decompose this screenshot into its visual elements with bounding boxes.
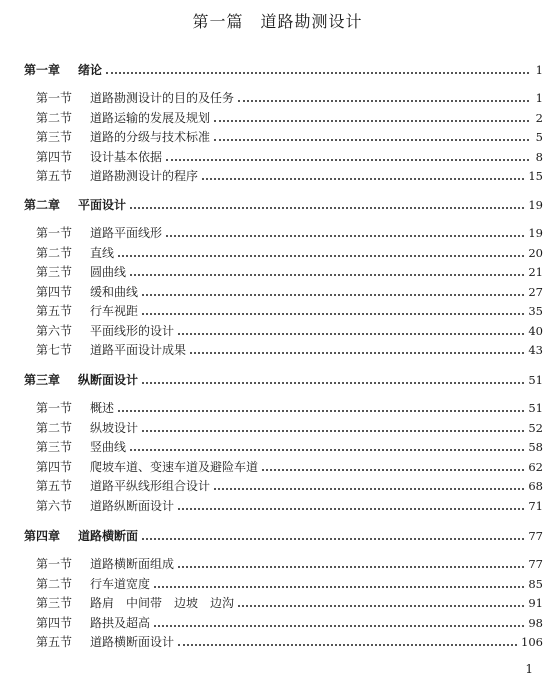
section-title: 道路纵断面设计: [90, 498, 175, 513]
chapter-number: 第四章: [24, 529, 61, 543]
section-number: 第四节: [36, 284, 73, 299]
chapter-entry: [24, 197, 543, 213]
section-page-number: 43: [528, 343, 543, 357]
section-entry: [36, 615, 543, 631]
section-page-number: 15: [528, 169, 543, 183]
chapter-title: 道路横断面: [78, 529, 139, 543]
dot-leader: [130, 273, 524, 276]
dot-leader: [178, 332, 524, 335]
chapter-entry: [24, 528, 543, 544]
section-number: 第二节: [36, 110, 73, 125]
section-number: 第三节: [36, 440, 73, 454]
section-entry: [36, 284, 543, 300]
chapter-title: 绪论: [78, 63, 103, 77]
section-number: 第四节: [36, 615, 73, 630]
section-title: 缓和曲线: [90, 284, 139, 299]
section-entry: [36, 264, 543, 280]
section-number: 第四节: [36, 149, 73, 164]
chapter-title: 平面设计: [78, 198, 127, 212]
section-entry: [36, 556, 543, 572]
section-number: 第一节: [36, 401, 73, 415]
section-entry: [36, 129, 543, 145]
dot-leader: [142, 293, 524, 296]
dot-leader: [178, 643, 517, 646]
section-number: 第五节: [36, 169, 73, 183]
dot-leader: [238, 99, 529, 102]
section-number: 第五节: [36, 479, 73, 493]
section-title: 道路运输的发展及规划: [90, 110, 211, 125]
section-title: 概述: [90, 401, 115, 415]
section-page-number: 5: [535, 130, 543, 144]
dot-leader: [142, 429, 524, 432]
section-number: 第一节: [36, 226, 73, 240]
section-entry: [36, 400, 543, 416]
dot-leader: [214, 487, 524, 490]
section-entry: [36, 110, 543, 126]
chapter-page-number: 19: [528, 198, 543, 212]
dot-leader: [154, 585, 524, 588]
chapter-number: 第三章: [24, 373, 61, 387]
section-entry: [36, 498, 543, 514]
section-page-number: 98: [528, 615, 543, 630]
chapter-page-number: 51: [528, 373, 543, 387]
section-title: 道路平面线形: [90, 226, 163, 240]
section-title: 道路平纵线形组合设计: [90, 479, 211, 493]
section-number: 第四节: [36, 459, 73, 474]
dot-leader: [214, 138, 529, 141]
section-title: 道路横断面组成: [90, 557, 175, 571]
section-entry: [36, 576, 543, 592]
section-entry: [36, 149, 543, 165]
section-page-number: 51: [528, 401, 543, 415]
dot-leader: [262, 468, 524, 471]
dot-leader: [118, 409, 524, 412]
section-page-number: 35: [528, 304, 543, 318]
dot-leader: [130, 448, 524, 451]
section-number: 第三节: [36, 596, 73, 610]
section-title: 道路的分级与技术标准: [90, 130, 211, 144]
chapter-number: 第一章: [24, 63, 61, 77]
page-number: 1: [525, 662, 533, 676]
section-page-number: 68: [528, 479, 543, 493]
section-page-number: 8: [535, 149, 543, 164]
chapter-entry: [24, 62, 543, 78]
section-title: 纵坡设计: [90, 420, 139, 435]
section-title: 道路平面设计成果: [90, 343, 187, 357]
section-number: 第六节: [36, 498, 73, 513]
section-page-number: 40: [528, 323, 543, 338]
section-number: 第三节: [36, 265, 73, 279]
section-number: 第二节: [36, 576, 73, 591]
section-entry: [36, 168, 543, 184]
section-title: 圆曲线: [90, 265, 127, 279]
section-number: 第七节: [36, 343, 73, 357]
section-page-number: 91: [528, 596, 543, 610]
section-page-number: 106: [521, 635, 543, 649]
section-entry: [36, 245, 543, 261]
section-page-number: 58: [528, 440, 543, 454]
dot-leader: [214, 119, 529, 122]
section-entry: [36, 323, 543, 339]
dot-leader: [154, 624, 524, 627]
dot-leader: [142, 381, 524, 384]
section-entry: [36, 595, 543, 611]
section-number: 第一节: [36, 557, 73, 571]
section-entry: [36, 225, 543, 241]
dot-leader: [190, 351, 524, 354]
section-entry: [36, 478, 543, 494]
dot-leader: [238, 604, 524, 607]
section-number: 第五节: [36, 304, 73, 318]
section-title: 爬坡车道、变速车道及避险车道: [90, 459, 259, 474]
chapter-page-number: 77: [528, 529, 543, 543]
section-page-number: 2: [535, 110, 543, 125]
section-number: 第六节: [36, 323, 73, 338]
dot-leader: [166, 158, 529, 161]
section-page-number: 19: [528, 226, 543, 240]
section-entry: [36, 342, 543, 358]
section-entry: [36, 90, 543, 106]
dot-leader: [142, 312, 524, 315]
dot-leader: [202, 177, 524, 180]
section-title: 直线: [90, 245, 115, 260]
dot-leader: [178, 565, 524, 568]
section-number: 第一节: [36, 91, 73, 105]
section-number: 第五节: [36, 635, 73, 649]
chapter-page-number: 1: [535, 63, 543, 77]
section-page-number: 71: [528, 498, 543, 513]
section-page-number: 52: [528, 420, 543, 435]
section-number: 第二节: [36, 245, 73, 260]
section-title: 行车视距: [90, 304, 139, 318]
chapter-number: 第二章: [24, 198, 61, 212]
chapter-title: 纵断面设计: [78, 373, 139, 387]
dot-leader: [178, 507, 524, 510]
section-entry: [36, 303, 543, 319]
dot-leader: [106, 71, 529, 74]
section-entry: [36, 420, 543, 436]
dot-leader: [118, 254, 524, 257]
section-title: 道路勘测设计的目的及任务: [90, 91, 235, 105]
section-title: 竖曲线: [90, 440, 127, 454]
page-title: 第一篇 道路勘测设计: [192, 12, 363, 31]
section-title: 路拱及超高: [90, 615, 151, 630]
section-entry: [36, 439, 543, 455]
section-page-number: 27: [528, 284, 543, 299]
section-title: 行车道宽度: [90, 576, 151, 591]
section-entry: [36, 459, 543, 475]
section-title: 平面线形的设计: [90, 323, 175, 338]
section-number: 第二节: [36, 420, 73, 435]
section-page-number: 62: [528, 459, 543, 474]
section-number: 第三节: [36, 130, 73, 144]
dot-leader: [166, 234, 524, 237]
section-title: 设计基本依据: [90, 149, 163, 164]
section-title: 路肩 中间带 边坡 边沟: [90, 596, 235, 610]
section-entry: [36, 634, 543, 650]
section-title: 道路横断面设计: [90, 635, 175, 649]
section-page-number: 20: [528, 245, 543, 260]
section-title: 道路勘测设计的程序: [90, 169, 199, 183]
section-page-number: 21: [528, 265, 543, 279]
section-page-number: 85: [528, 576, 543, 591]
dot-leader: [142, 537, 524, 540]
section-page-number: 77: [528, 557, 543, 571]
section-page-number: 1: [535, 91, 543, 105]
dot-leader: [130, 206, 524, 209]
chapter-entry: [24, 372, 543, 388]
